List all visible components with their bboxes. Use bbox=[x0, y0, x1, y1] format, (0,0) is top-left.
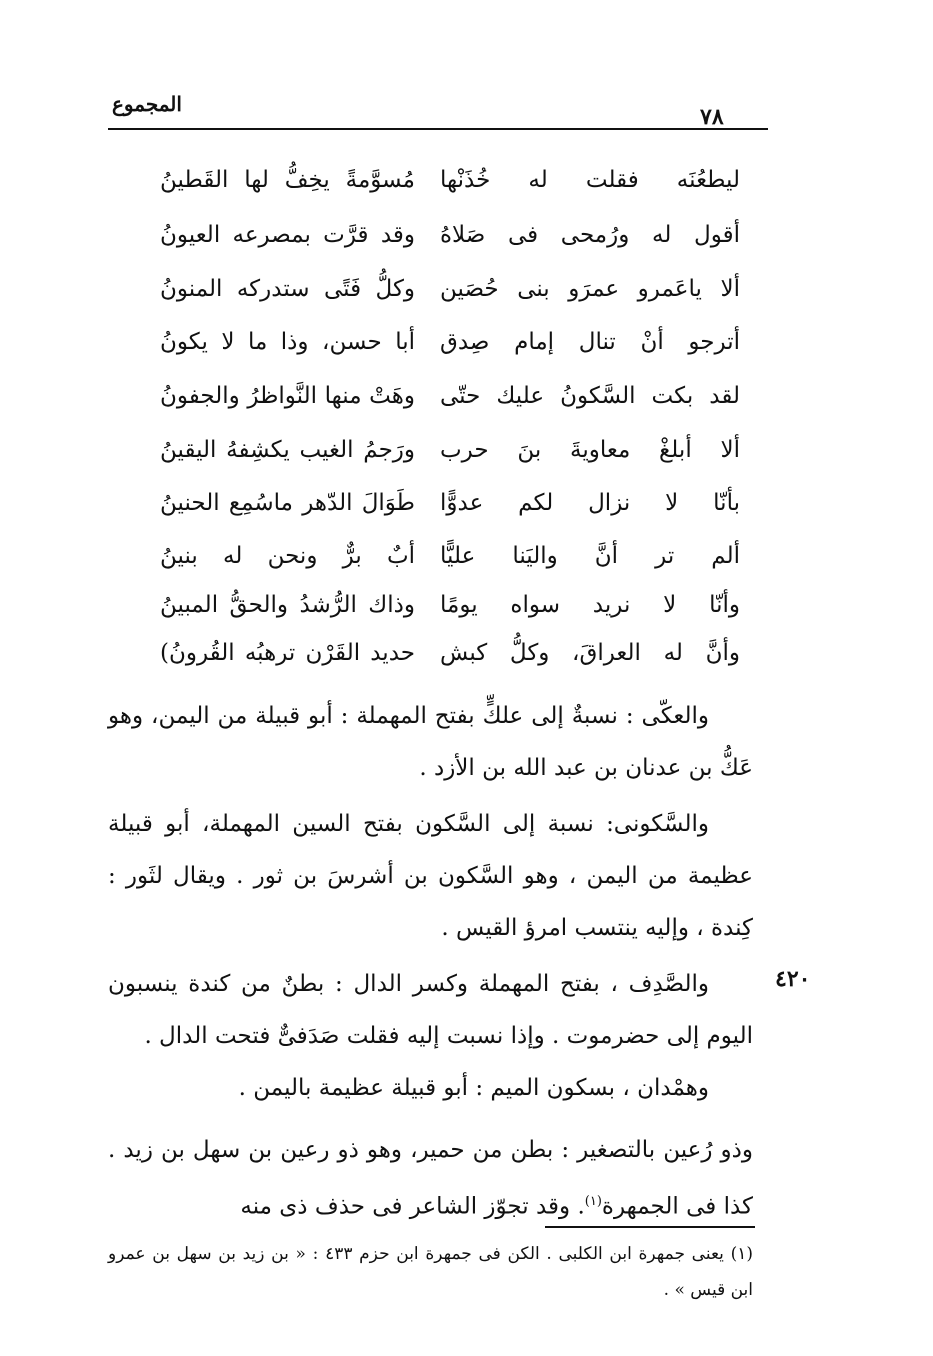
paragraph-sadif: والصَّدِف ، بفتح المهملة وكسر الدال : بطنٌ من كندة ينسبون اليوم إلى حضرموت . وإذا نسبت إليه فقلت صَدَفىٌّ فتحت الدال . bbox=[108, 971, 753, 1049]
margin-line-number: ٤٢٠ bbox=[775, 966, 811, 992]
paragraph-hamdan: وهمْدان ، بسكون الميم : أبو قبيلة عظيمة باليمن . bbox=[238, 1075, 709, 1101]
verse-second-hemistich: طَوَالَ الدّهر ماسُمِع الحنينُ bbox=[160, 490, 415, 516]
verse-line bbox=[150, 592, 740, 644]
verse-second-hemistich: ورَجمُ الغيب يكشِفهُ اليقينُ bbox=[160, 437, 415, 463]
verse-first-hemistich: ليطعُنَه فقلت له خُذَنْها bbox=[440, 167, 740, 193]
footnote-marker: (١) bbox=[584, 1194, 602, 1209]
verse-first-hemistich: ألم تر أنَّ واليَنا عليًّا bbox=[440, 543, 740, 569]
verse-line bbox=[150, 222, 740, 274]
verse-second-hemistich: أبٌ برٌّ ونحن له بنينُ bbox=[160, 543, 415, 569]
verse-line bbox=[150, 437, 740, 489]
verse-second-hemistich: وهَتْ منها النَّواظرُ والجفونُ bbox=[160, 383, 415, 409]
verse-first-hemistich: ألا ياعَمرو عمرَو بنى حُصَين bbox=[440, 276, 740, 302]
verse-line bbox=[150, 329, 740, 381]
verse-first-hemistich: أترجو أنْ تنال إمام صِدق bbox=[440, 329, 740, 355]
verse-first-hemistich: لقد بكت السَّكونُ عليك حتّى bbox=[440, 383, 740, 409]
verse-second-hemistich: حديد القَرْن ترهبُه القُرونُ) bbox=[160, 640, 415, 666]
paragraph-dhu-ruain bbox=[108, 1124, 753, 1233]
verse-second-hemistich: أبا حسن، وذا ما لا يكونُ bbox=[160, 329, 415, 355]
verse-line bbox=[150, 640, 740, 692]
verse-line bbox=[150, 276, 740, 328]
footnote: (١) يعنى جمهرة ابن الكلبى . الكن فى جمهرة ابن حزم ٤٣٣ : « بن زيد بن سهل بن عمرو ابن قيس » . bbox=[108, 1244, 753, 1300]
verse-first-hemistich: وأنَّ له العراقَ، وكلُّ كبش bbox=[440, 640, 740, 666]
verse-line bbox=[150, 167, 740, 219]
paragraph-text-tail: . وقد تجوّز الشاعر فى حذف ذى منه bbox=[240, 1193, 585, 1220]
verse-second-hemistich: وكلُّ فَتًى ستدركه المنونُ bbox=[160, 276, 415, 302]
paragraph-text: وذو رُعين بالتصغير : بطن من حمير، وهو ذو رعين بن سهل بن زيد . كذا فى الجمهرة bbox=[108, 1137, 753, 1220]
page-number: ٧٨ bbox=[700, 104, 724, 130]
verse-first-hemistich: ألا أبلغْ معاويةَ بنَ حرب bbox=[440, 437, 740, 463]
footnote-rule bbox=[545, 1226, 755, 1228]
paragraph-sakuni: والسَّكونى: نسبة إلى السَّكون بفتح السين المهملة، أبو قبيلة عظيمة من اليمن ، وهو السَّكون بن أشرسَ بن ثور . ويقال لثَور : كِندة ، وإليه ينتسب امرؤ القيس . bbox=[108, 811, 753, 941]
verse-second-hemistich: وقد قرَّت بمصرعه العيونُ bbox=[160, 222, 415, 248]
header-rule bbox=[108, 128, 768, 130]
running-header-title: المجموع bbox=[112, 92, 182, 116]
verse-first-hemistich: بأنّا لا نزال لكم عدوًّا bbox=[440, 490, 740, 516]
verse-first-hemistich: وأنّا لا نريد سواه يومًا bbox=[440, 592, 740, 618]
verse-line bbox=[150, 490, 740, 542]
verse-line bbox=[150, 543, 740, 595]
verse-second-hemistich: وذاك الرُّشدُ والحقُّ المبينُ bbox=[160, 592, 415, 618]
verse-line bbox=[150, 383, 740, 435]
paragraph-akki: والعكّى : نسبةٌ إلى علكٍّ بفتح المهملة : أبو قبيلة من اليمن، وهو عَكُّ بن عدنان بن عبد الله بن الأزد . bbox=[108, 703, 753, 781]
verse-first-hemistich: أقول له ورُمحى فى صَلاهُ bbox=[440, 222, 740, 248]
verse-second-hemistich: مُسوَّمةً يخِفُّ لها القَطينُ bbox=[160, 167, 415, 193]
